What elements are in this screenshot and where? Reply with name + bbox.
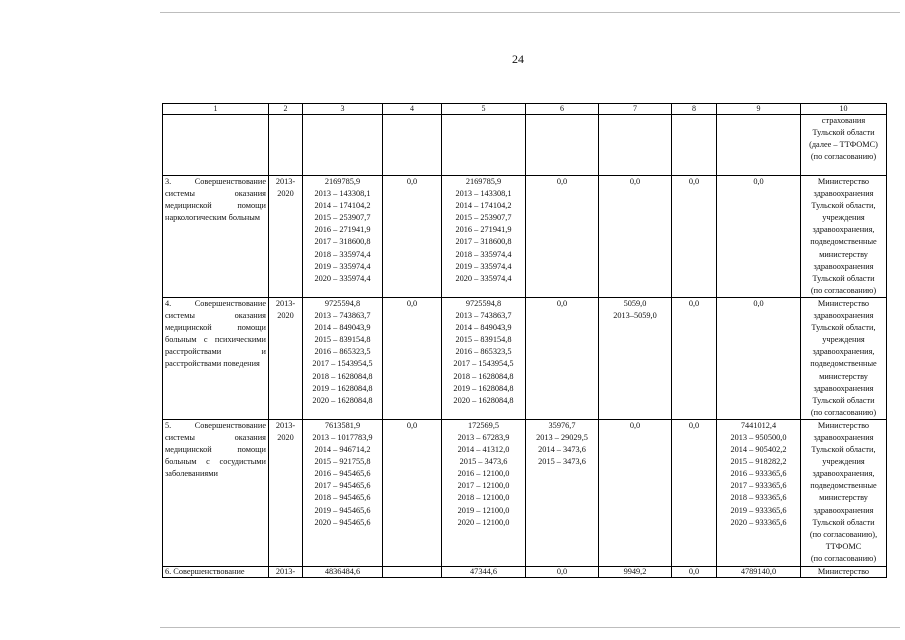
column-8-cell <box>672 115 717 176</box>
cell-line: 2019 – 1628084,8 <box>312 383 373 393</box>
cell-line: Министерство <box>817 566 870 576</box>
cell-line: 2013–5059,0 <box>613 311 657 321</box>
cell-line: 2013 – 743863,7 <box>455 311 512 321</box>
total-funding-cell <box>303 419 383 566</box>
cell-line: 2017 – 945465,6 <box>314 481 371 491</box>
period-cell: 2013-2020 <box>269 297 303 419</box>
cell-line: 0,0 <box>753 177 764 186</box>
total-funding-cell <box>303 297 383 419</box>
cell-line: подведомственные <box>810 481 877 491</box>
cell-line: 0,0 <box>556 298 568 308</box>
cell-line: 4836484,6 <box>324 566 361 576</box>
column-header-3: 3 <box>303 104 383 115</box>
column-header-1: 1 <box>163 104 269 115</box>
cell-line: (далее – ТТФОМС) <box>809 140 878 150</box>
period-cell: 2013-2020 <box>269 419 303 566</box>
cell-line: (по согласованию), <box>809 529 878 539</box>
executor-cell <box>801 419 887 566</box>
cell-line: 2019 – 335974,4 <box>455 261 512 271</box>
cell-line: 2017 – 12100,0 <box>457 481 510 491</box>
cell-line: 2019 – 1628084,8 <box>453 383 514 393</box>
cell-line: 2016 – 271941,9 <box>314 225 371 235</box>
cell-line: 2018 – 933365,6 <box>730 493 787 503</box>
column-8-cell: 0,0 <box>672 176 717 298</box>
cell-line: Министерство <box>817 420 870 430</box>
federal-budget-cell: 0,0 <box>383 176 442 298</box>
column-header-9: 9 <box>717 104 801 115</box>
cell-line: 9725594,8 <box>465 298 502 308</box>
measure-name-cell: 6. Совершенствование <box>163 566 269 577</box>
cell-line: здравоохранения <box>813 505 874 515</box>
column-8-cell: 0,0 <box>672 297 717 419</box>
cell-line: Тульской области, <box>811 445 876 455</box>
column-9-cell <box>717 566 801 577</box>
column-6-cell <box>526 566 599 577</box>
column-7-cell <box>599 297 672 419</box>
cell-line: 2020 – 1628084,8 <box>312 395 373 405</box>
cell-line: 2014 – 849043,9 <box>314 323 371 333</box>
cell-line: 2014 – 174104,2 <box>455 201 512 211</box>
regional-budget-cell <box>442 176 526 298</box>
column-header-10: 10 <box>801 104 887 115</box>
page-number: 24 <box>512 52 524 66</box>
cell-line: министерству <box>819 371 868 381</box>
column-6-cell <box>526 419 599 566</box>
table-row <box>163 115 887 176</box>
top-scan-rule <box>160 12 900 13</box>
cell-line: 2016 – 933365,6 <box>730 469 787 479</box>
cell-line: 0,0 <box>753 298 764 308</box>
cell-line: 2015 – 3473,6 <box>459 457 508 467</box>
cell-line: 2018 – 945465,6 <box>314 493 371 503</box>
cell-line: 2019 – 945465,6 <box>314 505 371 515</box>
cell-line: 2016 – 271941,9 <box>455 225 512 235</box>
cell-line: 2020 – 1628084,8 <box>453 395 514 405</box>
cell-line: 2013 – 143308,1 <box>314 189 371 199</box>
program-table <box>162 103 887 578</box>
cell-line: 35976,7 <box>548 420 576 430</box>
cell-line: 2017 – 318600,8 <box>455 237 512 247</box>
column-6-cell <box>526 176 599 298</box>
cell-line: 2019 – 335974,4 <box>314 261 371 271</box>
cell-line: (по согласованию) <box>810 553 877 563</box>
cell-line: 2014 – 849043,9 <box>455 323 512 333</box>
cell-line: 2018 – 12100,0 <box>457 493 510 503</box>
cell-line: 2014 – 905402,2 <box>730 445 787 455</box>
cell-line: 2018 – 1628084,8 <box>312 371 373 381</box>
federal-budget-cell: 0,0 <box>383 297 442 419</box>
cell-line: (по согласованию) <box>810 152 877 162</box>
executor-cell <box>801 297 887 419</box>
executor-cell <box>801 566 887 577</box>
cell-line: 9949,2 <box>623 566 647 576</box>
cell-line: 2015 – 3473,6 <box>538 457 586 467</box>
cell-line: (по согласованию) <box>810 285 877 295</box>
cell-line: учреждения <box>822 213 865 223</box>
total-funding-cell <box>303 566 383 577</box>
cell-line: 172569,5 <box>467 420 500 430</box>
table-row <box>163 176 887 298</box>
cell-line: (по согласованию) <box>810 407 877 417</box>
cell-line: 2013 – 950500,0 <box>730 432 787 442</box>
cell-line: здравоохранения <box>813 383 874 393</box>
cell-line: здравоохранения <box>813 432 874 442</box>
measure-name-cell <box>163 115 269 176</box>
cell-line: 2013 – 1017783,9 <box>312 432 373 442</box>
cell-line: 4789140,0 <box>740 566 777 576</box>
cell-line: 2020 – 335974,4 <box>314 273 371 283</box>
cell-line: здравоохранения, <box>812 347 875 357</box>
column-8-cell: 0,0 <box>672 566 717 577</box>
cell-line: 9725594,8 <box>324 298 361 308</box>
cell-line: 2015 – 839154,8 <box>455 335 512 345</box>
cell-line: страхования <box>821 116 866 125</box>
column-9-cell <box>717 115 801 176</box>
column-7-cell <box>599 566 672 577</box>
cell-line: 2017 – 1543954,5 <box>453 359 514 369</box>
cell-line: ТТФОМС <box>825 541 862 551</box>
cell-line: 2016 – 865323,5 <box>455 347 512 357</box>
cell-line: 2013 – 67283,9 <box>457 432 510 442</box>
cell-line: 2015 – 918282,2 <box>730 457 787 467</box>
cell-line: учреждения <box>822 457 865 467</box>
cell-line: 7613581,9 <box>324 420 361 430</box>
cell-line: 2015 – 253907,7 <box>455 213 512 223</box>
regional-budget-cell <box>442 115 526 176</box>
cell-line: 2016 – 865323,5 <box>314 347 371 357</box>
executor-cell <box>801 115 887 176</box>
cell-line: 2014 – 946714,2 <box>314 445 371 455</box>
column-8-cell: 0,0 <box>672 419 717 566</box>
cell-line: 2018 – 335974,4 <box>314 249 371 259</box>
cell-line: 2169785,9 <box>465 177 502 186</box>
column-7-cell <box>599 115 672 176</box>
cell-line: подведомственные <box>810 359 877 369</box>
table-row <box>163 566 887 577</box>
measure-name-cell: 5. Совершенствование системы оказания медицинской помощи больным с сосудистыми заболеваниями <box>163 419 269 566</box>
cell-line: 2017 – 318600,8 <box>314 237 371 247</box>
cell-line: 2014 – 174104,2 <box>314 201 371 211</box>
cell-line: 2016 – 12100,0 <box>457 469 510 479</box>
cell-line: Министерство <box>817 298 870 308</box>
cell-line: 2019 – 933365,6 <box>730 505 787 515</box>
cell-line: 0,0 <box>629 420 641 430</box>
cell-line: 2013 – 743863,7 <box>314 311 371 321</box>
column-header-8: 8 <box>672 104 717 115</box>
cell-line: 2015 – 253907,7 <box>314 213 371 223</box>
cell-line: 0,0 <box>556 177 568 186</box>
column-9-cell <box>717 419 801 566</box>
cell-line: 2020 – 945465,6 <box>314 517 371 527</box>
cell-line: 2013 – 29029,5 <box>536 432 588 442</box>
table-row <box>163 297 887 419</box>
bottom-scan-rule <box>160 627 900 628</box>
measure-name-cell: 4. Совершенствование системы оказания медицинской помощи больным с психическими расстройствами и расстройствами поведения <box>163 297 269 419</box>
cell-line: Тульской области, <box>811 323 876 333</box>
cell-line: 5059,0 <box>623 298 647 308</box>
column-9-cell <box>717 297 801 419</box>
total-funding-cell <box>303 176 383 298</box>
regional-budget-cell <box>442 419 526 566</box>
cell-line: 47344,6 <box>470 566 497 576</box>
column-7-cell <box>599 419 672 566</box>
cell-line: Министерство <box>817 177 870 186</box>
cell-line: учреждения <box>822 335 865 345</box>
federal-budget-cell: 0,0 <box>383 419 442 566</box>
cell-line: здравоохранения, <box>812 225 875 235</box>
table-row <box>163 419 887 566</box>
cell-line: 2018 – 1628084,8 <box>453 371 514 381</box>
cell-line: 2020 – 933365,6 <box>730 517 787 527</box>
cell-line: 2014 – 41312,0 <box>457 445 510 455</box>
period-cell: 2013-2020 <box>269 176 303 298</box>
cell-line: 0,0 <box>629 177 641 186</box>
period-cell: 2013- <box>269 566 303 577</box>
column-header-6: 6 <box>526 104 599 115</box>
cell-line: 2169785,9 <box>324 177 361 186</box>
cell-line: 0,0 <box>556 566 568 576</box>
cell-line: 2018 – 335974,4 <box>455 249 512 259</box>
federal-budget-cell <box>383 115 442 176</box>
cell-line: Тульской области <box>812 395 875 405</box>
column-9-cell <box>717 176 801 298</box>
cell-line: 2013 – 143308,1 <box>455 189 512 199</box>
cell-line: 2019 – 12100,0 <box>457 505 510 515</box>
cell-line: здравоохранения <box>813 261 874 271</box>
column-6-cell <box>526 115 599 176</box>
cell-line: здравоохранения <box>813 311 874 321</box>
cell-line: подведомственные <box>810 237 877 247</box>
cell-line: Тульской области <box>812 128 875 138</box>
cell-line: здравоохранения, <box>812 469 875 479</box>
column-7-cell <box>599 176 672 298</box>
cell-line: министерству <box>819 493 868 503</box>
cell-line: Тульской области, <box>811 201 876 211</box>
federal-budget-cell <box>383 566 442 577</box>
cell-line: 2017 – 933365,6 <box>730 481 787 491</box>
cell-line: 2020 – 335974,4 <box>455 273 512 283</box>
regional-budget-cell <box>442 297 526 419</box>
column-header-2: 2 <box>269 104 303 115</box>
cell-line: 2016 – 945465,6 <box>314 469 371 479</box>
cell-line: 7441012,4 <box>740 420 777 430</box>
cell-line: 2020 – 12100,0 <box>457 517 510 527</box>
header-row <box>163 104 887 115</box>
cell-line: 2017 – 1543954,5 <box>312 359 373 369</box>
cell-line: Тульской области <box>812 517 875 527</box>
cell-line: Тульской области <box>812 273 875 283</box>
regional-budget-cell <box>442 566 526 577</box>
cell-line: министерству <box>819 249 868 259</box>
cell-line: здравоохранения <box>813 189 874 199</box>
total-funding-cell <box>303 115 383 176</box>
column-header-4: 4 <box>383 104 442 115</box>
period-cell <box>269 115 303 176</box>
cell-line: 2015 – 839154,8 <box>314 335 371 345</box>
column-header-7: 7 <box>599 104 672 115</box>
measure-name-cell: 3. Совершенствование системы оказания медицинской помощи наркологическим больным <box>163 176 269 298</box>
executor-cell <box>801 176 887 298</box>
cell-line: 2014 – 3473,6 <box>538 445 586 455</box>
column-6-cell <box>526 297 599 419</box>
column-header-5: 5 <box>442 104 526 115</box>
cell-line: 2015 – 921755,8 <box>314 457 371 467</box>
